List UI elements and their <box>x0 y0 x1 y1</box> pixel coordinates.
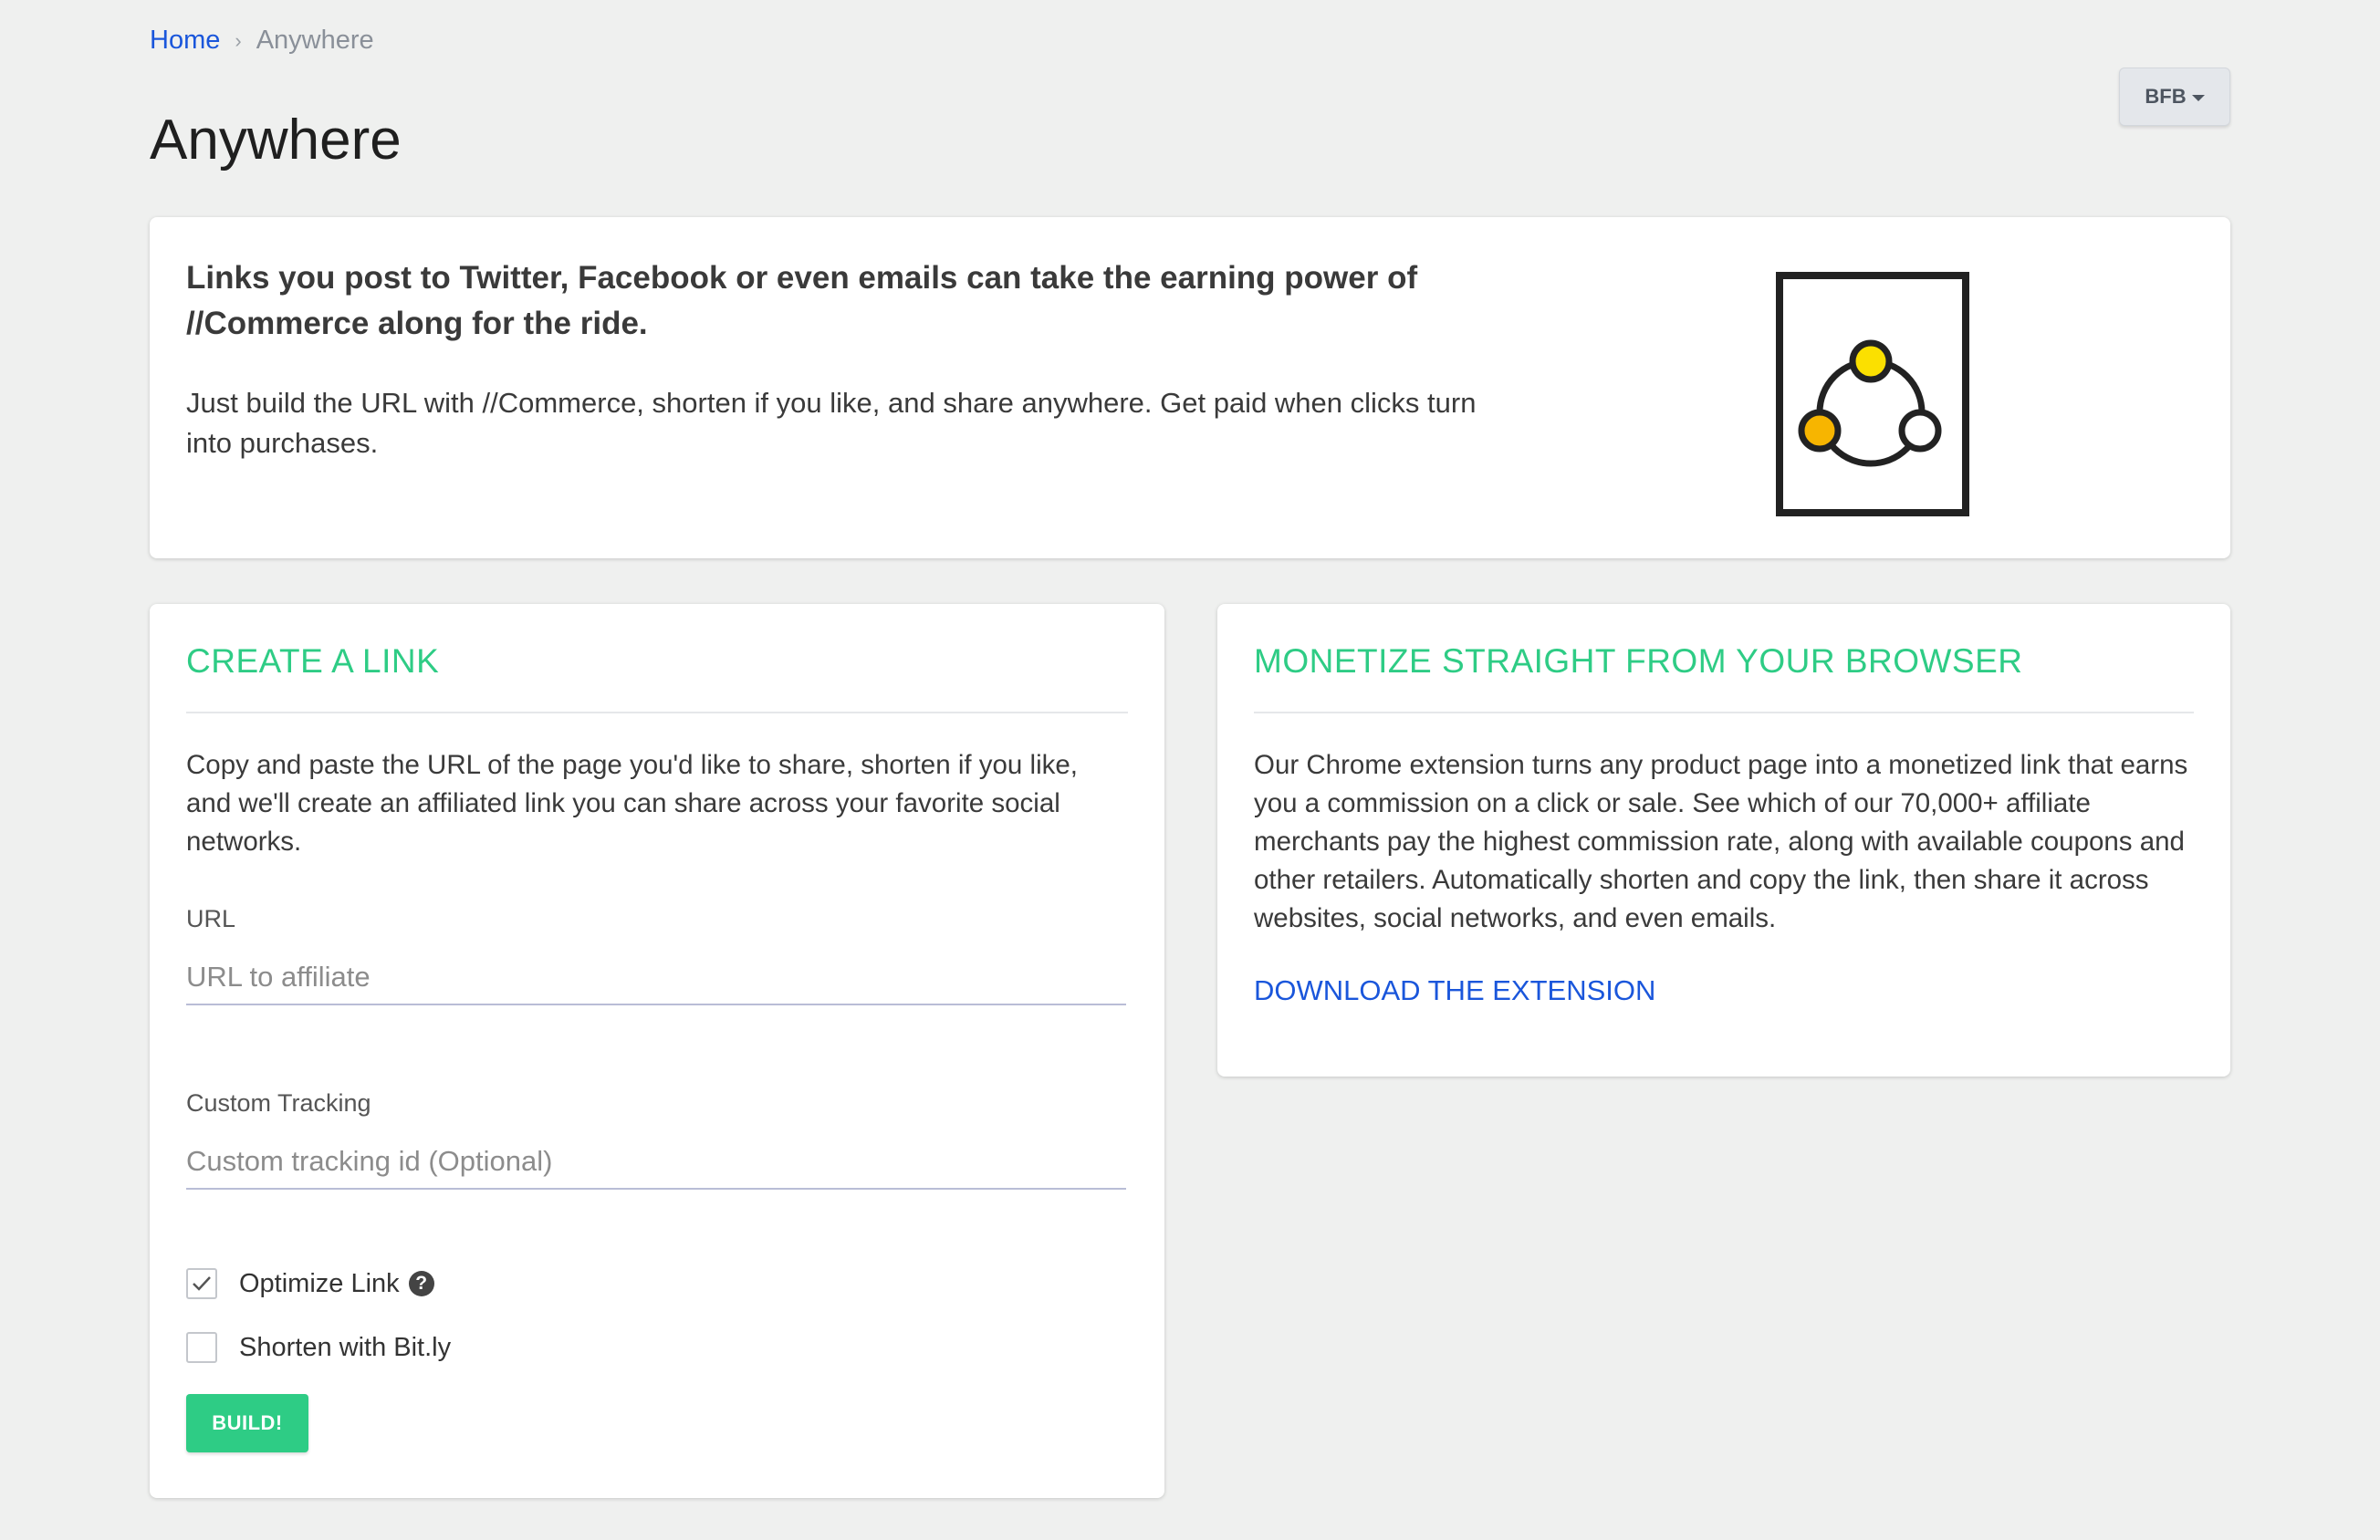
shorten-bitly-checkbox[interactable] <box>186 1332 217 1363</box>
url-label: URL <box>186 905 236 932</box>
optimize-link-label: Optimize Link <box>239 1268 400 1298</box>
optimize-link-row <box>186 1268 434 1299</box>
intro-body: Just build the URL with //Commerce, shorten if you like, and share anywhere. Get paid when clicks turn into purchases. <box>186 387 1477 459</box>
checkmark-icon <box>192 1275 212 1292</box>
build-button[interactable]: BUILD! <box>186 1394 308 1452</box>
custom-tracking-input[interactable] <box>186 1135 1126 1190</box>
browser-extension-title: MONETIZE STRAIGHT FROM YOUR BROWSER <box>1254 642 2023 680</box>
divider <box>186 712 1128 713</box>
page-title: Anywhere <box>150 109 402 172</box>
breadcrumb-current: Anywhere <box>256 26 374 55</box>
create-link-title: CREATE A LINK <box>186 642 440 680</box>
account-label: BFB <box>2145 85 2187 108</box>
shorten-bitly-row <box>186 1332 451 1363</box>
divider <box>1254 712 2194 713</box>
browser-extension-card <box>1217 604 2230 1077</box>
browser-extension-description: Our Chrome extension turns any product page into a monetized link that earns you a commission on a click or sale. See which of our 70,000+ affiliate merchants pay the highest commission rate, along with available coupons and other retailers. Automatically shorten and copy the link, then share it across websites, social networks, and even emails. <box>1254 750 2188 933</box>
share-network-icon <box>1776 272 1969 516</box>
intro-card <box>150 217 2230 558</box>
custom-tracking-label: Custom Tracking <box>186 1089 371 1117</box>
optimize-link-checkbox[interactable] <box>186 1268 217 1299</box>
download-extension-link[interactable]: DOWNLOAD THE EXTENSION <box>1254 974 1656 1006</box>
create-link-card <box>150 604 1164 1498</box>
breadcrumb-home-link[interactable]: Home <box>150 26 221 55</box>
intro-headline: Links you post to Twitter, Facebook or even emails can take the earning power of //Commerce along for the ride. <box>186 260 1418 341</box>
account-dropdown-button[interactable] <box>2119 68 2230 126</box>
shorten-bitly-label: Shorten with Bit.ly <box>239 1332 452 1362</box>
create-link-description: Copy and paste the URL of the page you'd like to share, shorten if you like, and we'll create an affiliated link you can share across your favorite social networks. <box>186 750 1078 857</box>
breadcrumb <box>150 26 374 56</box>
breadcrumb-separator: › <box>235 28 242 52</box>
caret-down-icon <box>2192 95 2205 101</box>
url-input[interactable] <box>186 951 1126 1005</box>
help-icon[interactable]: ? <box>409 1271 434 1296</box>
